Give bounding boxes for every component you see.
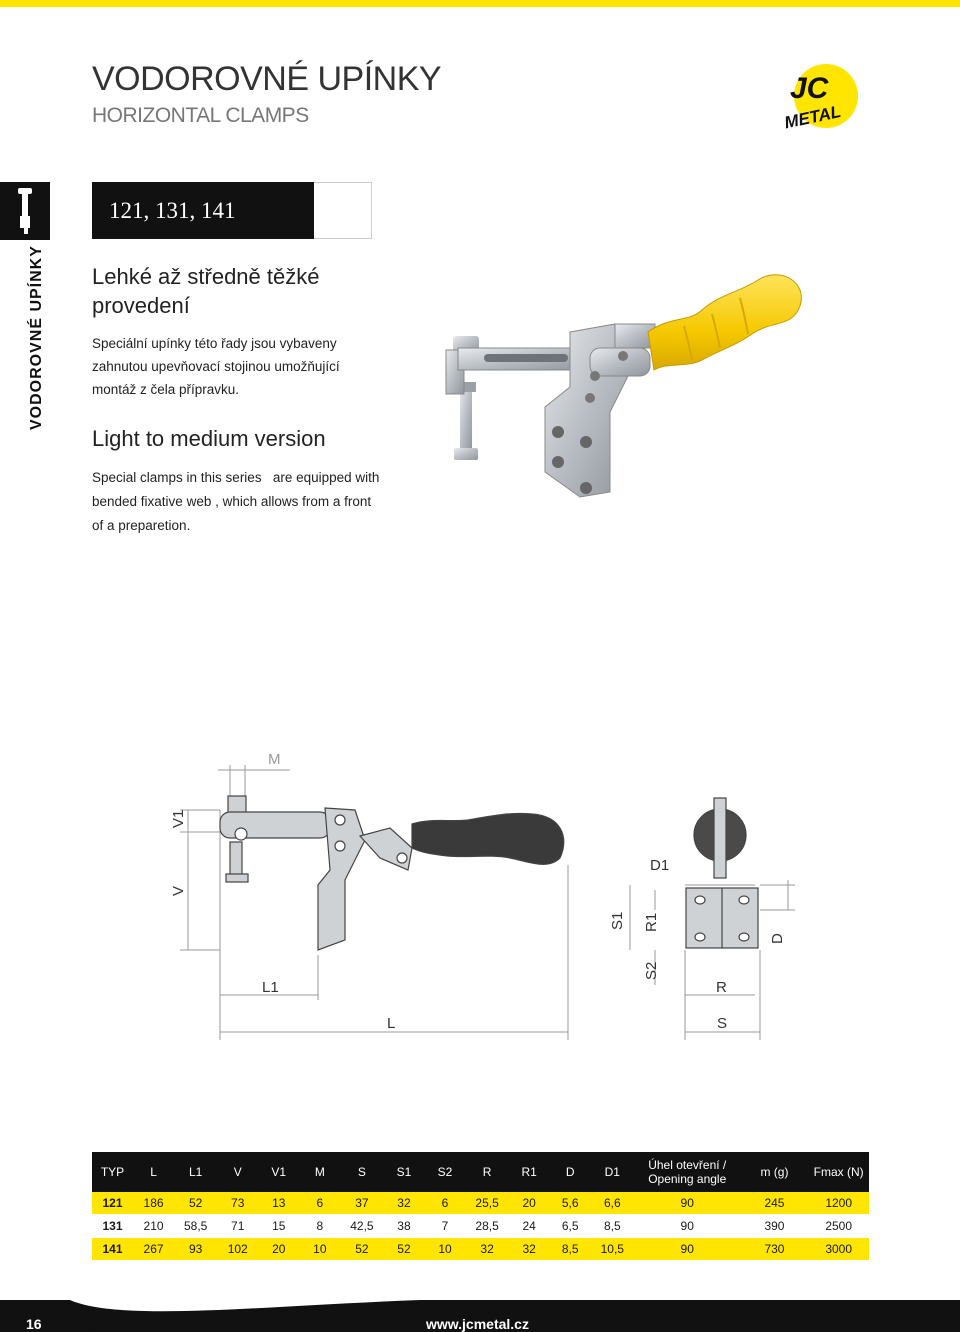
table-cell: 6 bbox=[299, 1192, 340, 1215]
table-cell: 32 bbox=[383, 1192, 424, 1215]
table-cell-typ: 131 bbox=[92, 1215, 133, 1238]
col-header: R bbox=[466, 1152, 509, 1192]
dim-label-v1: V1 bbox=[170, 809, 187, 828]
table-cell: 28,5 bbox=[466, 1215, 509, 1238]
en-heading: Light to medium version bbox=[92, 426, 326, 451]
dim-label-v: V bbox=[170, 885, 187, 896]
table-cell: 10 bbox=[299, 1238, 340, 1261]
dim-label-s1: S1 bbox=[609, 911, 626, 930]
table-cell: 186 bbox=[133, 1192, 174, 1215]
dim-label-m: M bbox=[268, 751, 281, 768]
table-cell: 6,5 bbox=[550, 1215, 591, 1238]
table-cell: 71 bbox=[217, 1215, 258, 1238]
table-cell: 390 bbox=[741, 1215, 809, 1238]
table-cell: 5,6 bbox=[550, 1192, 591, 1215]
table-cell: 58,5 bbox=[174, 1215, 217, 1238]
col-header: TYP bbox=[92, 1152, 133, 1192]
table-cell: 93 bbox=[174, 1238, 217, 1261]
table-cell: 24 bbox=[509, 1215, 550, 1238]
col-header: S2 bbox=[425, 1152, 466, 1192]
col-header: D bbox=[550, 1152, 591, 1192]
table-header-row bbox=[92, 1152, 869, 1192]
table-cell: 25,5 bbox=[466, 1192, 509, 1215]
dim-label-r: R bbox=[716, 979, 727, 996]
technical-drawing bbox=[150, 740, 810, 1050]
table-cell: 730 bbox=[741, 1238, 809, 1261]
logo-jc-text: JC bbox=[790, 72, 829, 105]
page-title: VODOROVNÉ UPÍNKY bbox=[92, 60, 442, 98]
jc-metal-logo bbox=[776, 62, 872, 134]
table-cell: 52 bbox=[174, 1192, 217, 1215]
table-cell: 73 bbox=[217, 1192, 258, 1215]
table-cell: 37 bbox=[340, 1192, 383, 1215]
table-cell: 52 bbox=[383, 1238, 424, 1261]
cz-heading: Lehké až středně těžké provedení bbox=[92, 264, 320, 318]
table-cell: 6,6 bbox=[591, 1192, 634, 1215]
dim-label-d1: D1 bbox=[650, 857, 670, 874]
dim-label-s2: S2 bbox=[643, 961, 660, 980]
top-accent-bar bbox=[0, 0, 960, 7]
table-cell: 8,5 bbox=[591, 1215, 634, 1238]
table-cell: 8,5 bbox=[550, 1238, 591, 1261]
table-cell: 90 bbox=[634, 1238, 741, 1261]
table-cell: 10 bbox=[425, 1238, 466, 1261]
table-cell: 20 bbox=[509, 1192, 550, 1215]
table-cell: 102 bbox=[217, 1238, 258, 1261]
col-header: L bbox=[133, 1152, 174, 1192]
col-header: M bbox=[299, 1152, 340, 1192]
table-row bbox=[92, 1238, 869, 1261]
table-row bbox=[92, 1215, 869, 1238]
model-box-spacer bbox=[314, 182, 372, 239]
dim-label-l: L bbox=[387, 1015, 396, 1032]
dim-label-r1: R1 bbox=[643, 912, 660, 932]
cz-description: Speciální upínky této řady jsou vybaveny zahnutou upevňovací stojinou umožňující montáž z čela přípravku. bbox=[92, 336, 340, 397]
col-header: R1 bbox=[509, 1152, 550, 1192]
table-cell: 15 bbox=[258, 1215, 299, 1238]
dim-label-s: S bbox=[717, 1015, 728, 1032]
col-header: V1 bbox=[258, 1152, 299, 1192]
table-cell: 42,5 bbox=[340, 1215, 383, 1238]
table-cell: 267 bbox=[133, 1238, 174, 1261]
table-cell: 245 bbox=[741, 1192, 809, 1215]
table-cell: 6 bbox=[425, 1192, 466, 1215]
logo-metal-text: METAL bbox=[782, 101, 843, 133]
model-numbers: 121, 131, 141 bbox=[92, 182, 314, 239]
col-header: S bbox=[340, 1152, 383, 1192]
table-cell: 2500 bbox=[808, 1215, 869, 1238]
table-cell: 8 bbox=[299, 1215, 340, 1238]
col-header: m (g) bbox=[741, 1152, 809, 1192]
table-cell: 3000 bbox=[808, 1238, 869, 1261]
table-cell: 10,5 bbox=[591, 1238, 634, 1261]
col-header: V bbox=[217, 1152, 258, 1192]
clamp-category-icon bbox=[0, 182, 50, 240]
col-header: S1 bbox=[383, 1152, 424, 1192]
table-cell: 32 bbox=[466, 1238, 509, 1261]
table-cell: 90 bbox=[634, 1215, 741, 1238]
table-cell: 1200 bbox=[808, 1192, 869, 1215]
page-subtitle: HORIZONTAL CLAMPS bbox=[92, 104, 309, 127]
table-cell: 38 bbox=[383, 1215, 424, 1238]
col-header: L1 bbox=[174, 1152, 217, 1192]
col-header: Fmax (N) bbox=[808, 1152, 869, 1192]
table-cell-typ: 141 bbox=[92, 1238, 133, 1261]
table-cell: 13 bbox=[258, 1192, 299, 1215]
dim-label-d: D bbox=[769, 933, 786, 944]
table-cell: 210 bbox=[133, 1215, 174, 1238]
footer-url[interactable]: www.jcmetal.cz bbox=[426, 1316, 529, 1332]
table-cell: 20 bbox=[258, 1238, 299, 1261]
table-cell: 90 bbox=[634, 1192, 741, 1215]
table-cell: 7 bbox=[425, 1215, 466, 1238]
table-row bbox=[92, 1192, 869, 1215]
sidebar-category-label: VODOROVNÉ UPÍNKY bbox=[28, 245, 45, 430]
col-header: D1 bbox=[591, 1152, 634, 1192]
page-number: 16 bbox=[26, 1316, 42, 1332]
product-photo bbox=[440, 262, 810, 502]
table-cell: 52 bbox=[340, 1238, 383, 1261]
dim-label-l1: L1 bbox=[262, 979, 279, 996]
col-header: Úhel otevření / Opening angle bbox=[634, 1152, 741, 1192]
table-cell-typ: 121 bbox=[92, 1192, 133, 1215]
table-cell: 32 bbox=[509, 1238, 550, 1261]
spec-table bbox=[92, 1152, 869, 1261]
en-description: Special clamps in this series are equipped with bended fixative web , which allows from a front of a preparetion. bbox=[92, 470, 384, 533]
